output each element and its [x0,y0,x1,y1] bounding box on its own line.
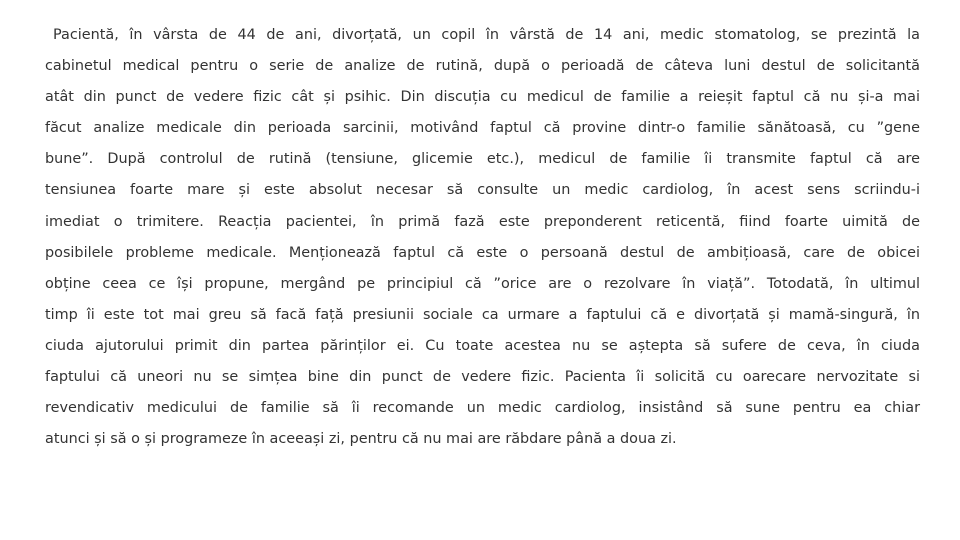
case-study-paragraph [45,20,920,455]
text-line: faptului că uneori nu se simțea bine din punct de vedere fizic. Pacienta îi solicită cu oarecare nervozitate si [45,369,920,386]
text-line: cabinetul medical pentru o serie de analize de rutină, după o perioadă de câteva luni destul de solicitantă [45,58,920,75]
text-line: tensiunea foarte mare și este absolut necesar să consulte un medic cardiolog, în acest sens scriindu-i [45,182,920,199]
text-line: imediat o trimitere. Reacția pacientei, în primă fază este preponderent reticentă, fiind foarte uimită de [45,213,920,230]
text-line: atât din punct de vedere fizic cât și psihic. Din discuția cu medicul de familie a reieșit faptul că nu și-a mai [45,89,920,106]
text-line: făcut analize medicale din perioada sarcinii, motivând faptul că provine dintr-o familie sănătoasă, cu ”gene [45,120,920,137]
text-line: posibilele probleme medicale. Menționează faptul că este o persoană destul de ambițioasă, care de obicei [45,244,920,261]
text-line: obține ceea ce își propune, mergând pe principiul că ”orice are o rezolvare în viață”. Totodată, în ultimul [45,275,920,292]
text-line: bune”. După controlul de rutină (tensiune, glicemie etc.), medicul de familie îi transmite faptul că are [45,151,920,168]
text-line: Pacientă, în vârsta de 44 de ani, divorțată, un copil în vârstă de 14 ani, medic stomatolog, se prezintă la [53,27,920,43]
text-line: timp îi este tot mai greu să facă față presiunii sociale ca urmare a faptului că e divorțată și mamă-singură, în [45,306,920,323]
text-line: atunci și să o și programeze în aceeași zi, pentru că nu mai are răbdare până a doua zi. [45,431,677,448]
text-line: ciuda ajutorului primit din partea părinților ei. Cu toate acestea nu se aștepta să sufere de ceva, în ciuda [45,337,920,354]
text-line: revendicativ medicului de familie să îi recomande un medic cardiolog, insistând să sune pentru ea chiar [45,400,920,417]
